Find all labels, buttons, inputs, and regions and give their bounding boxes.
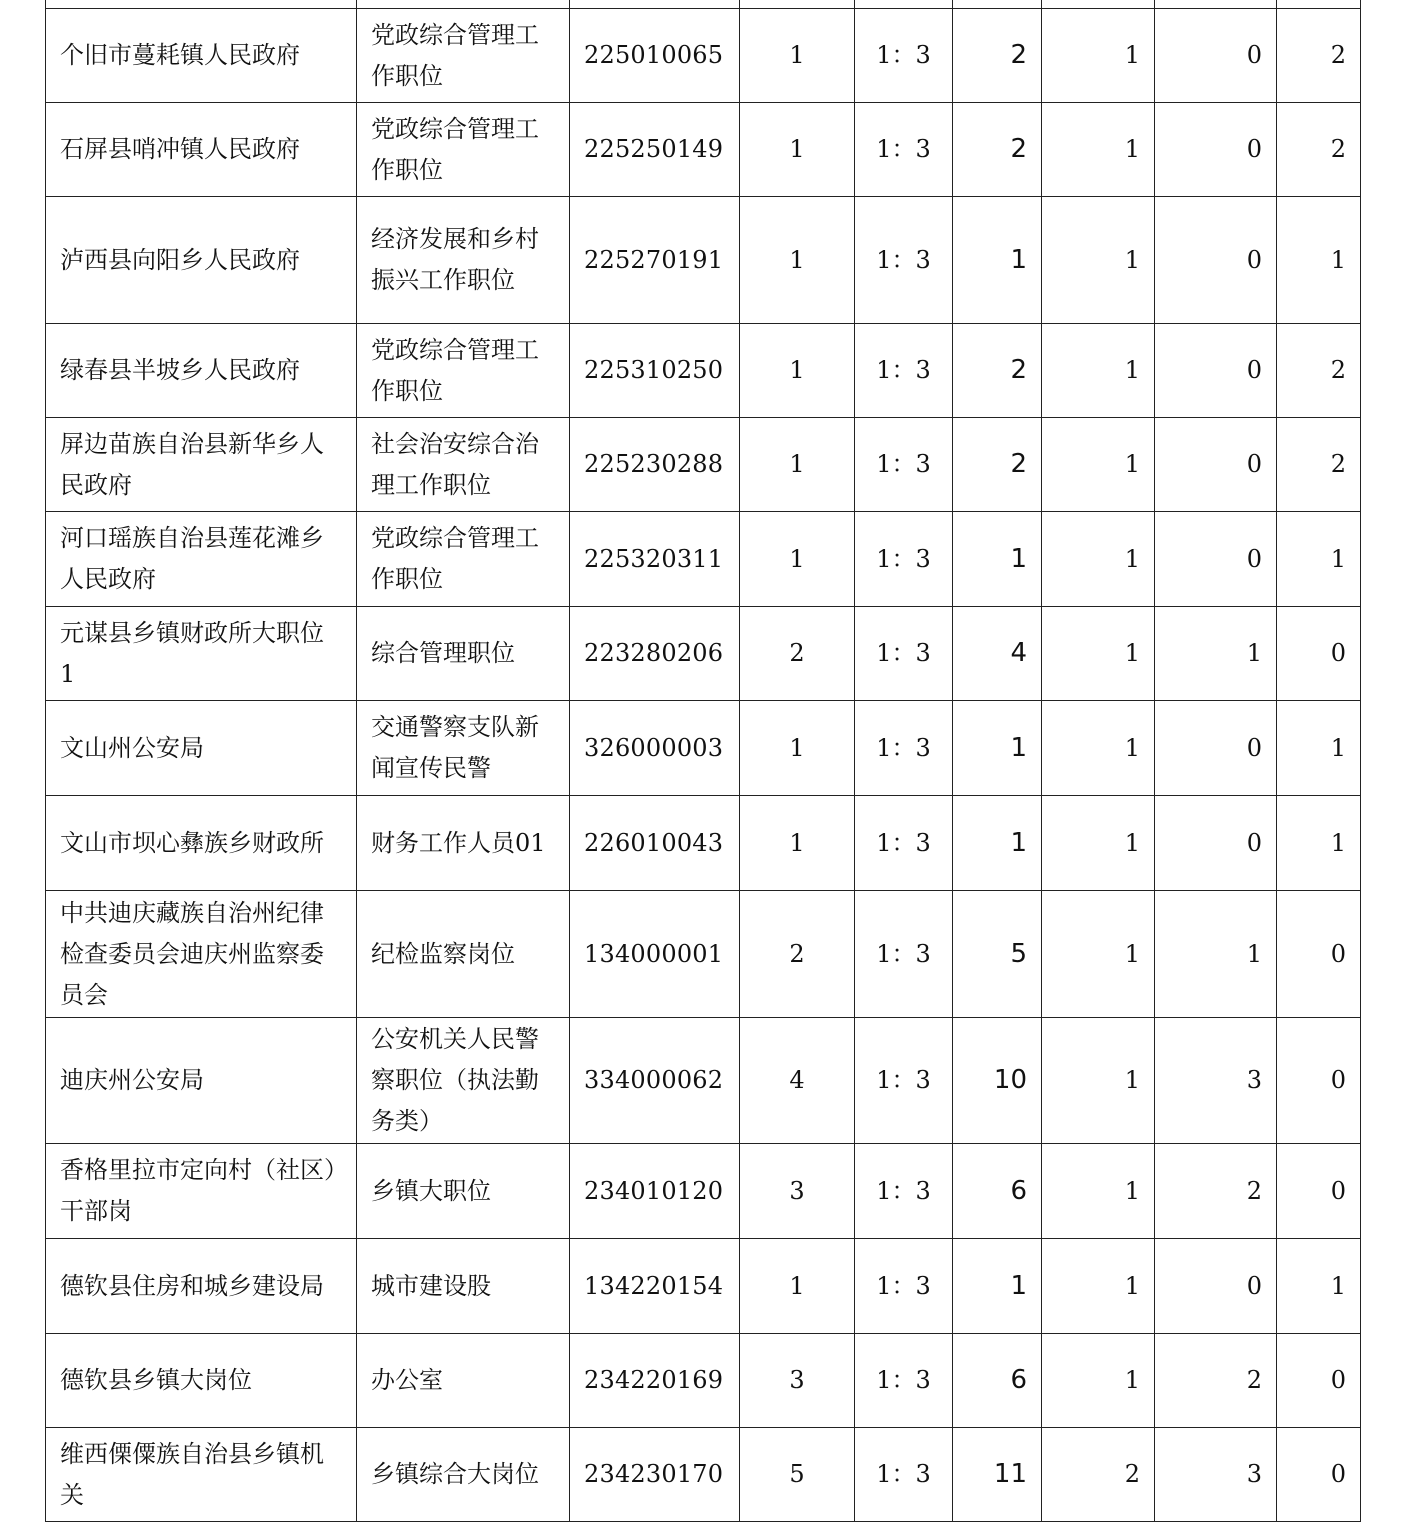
position-cell: 党政综合管理工作职位 <box>357 324 570 418</box>
code-cell: 223280206 <box>570 607 740 701</box>
count-cell-a: 1 <box>1042 197 1155 324</box>
count-cell-a: 1 <box>1042 512 1155 607</box>
dept-cell: 中共迪庆藏族自治州纪律检查委员会迪庆州监察委员会 <box>46 891 357 1018</box>
count-cell-b: 0 <box>1155 103 1277 197</box>
count-cell-a: 1 <box>1042 1018 1155 1144</box>
plan-count-cell: 1 <box>740 701 855 796</box>
qualified-count-cell: 6 <box>953 1144 1042 1239</box>
table-row <box>46 418 1361 512</box>
plan-count-cell: 2 <box>740 607 855 701</box>
code-cell: 225320311 <box>570 512 740 607</box>
table-row <box>46 701 1361 796</box>
recruitment-table-wrapper <box>45 0 1361 1522</box>
plan-count-cell: 1 <box>740 418 855 512</box>
table-row <box>46 324 1361 418</box>
table-row <box>46 1239 1361 1334</box>
dept-cell: 元谋县乡镇财政所大职位 1 <box>46 607 357 701</box>
dept-cell: 个旧市蔓耗镇人民政府 <box>46 9 357 103</box>
dept-cell: 泸西县向阳乡人民政府 <box>46 197 357 324</box>
position-cell: 交通警察支队新闻宣传民警 <box>357 701 570 796</box>
table-row <box>46 512 1361 607</box>
dept-cell: 河口瑶族自治县莲花滩乡人民政府 <box>46 512 357 607</box>
table-row <box>46 796 1361 891</box>
count-cell-c: 1 <box>1277 1239 1361 1334</box>
table-row <box>46 1018 1361 1144</box>
ratio-cell: 1：3 <box>855 1428 953 1522</box>
count-cell-c: 0 <box>1277 1428 1361 1522</box>
ratio-cell: 1：3 <box>855 512 953 607</box>
ratio-cell: 1：3 <box>855 9 953 103</box>
code-cell: 225250149 <box>570 103 740 197</box>
count-cell-c: 0 <box>1277 1334 1361 1428</box>
count-cell-a: 1 <box>1042 1144 1155 1239</box>
count-cell-b: 2 <box>1155 1144 1277 1239</box>
table-row-top-edge <box>46 0 1361 9</box>
count-cell-b: 1 <box>1155 607 1277 701</box>
table-row <box>46 891 1361 1018</box>
plan-count-cell: 1 <box>740 512 855 607</box>
dept-cell: 德钦县住房和城乡建设局 <box>46 1239 357 1334</box>
count-cell-c: 2 <box>1277 103 1361 197</box>
table-row <box>46 1334 1361 1428</box>
table-cell <box>46 0 357 9</box>
position-cell: 乡镇大职位 <box>357 1144 570 1239</box>
ratio-cell: 1：3 <box>855 1018 953 1144</box>
position-cell: 公安机关人民警察职位（执法勤务类） <box>357 1018 570 1144</box>
position-cell: 城市建设股 <box>357 1239 570 1334</box>
count-cell-c: 0 <box>1277 891 1361 1018</box>
qualified-count-cell: 1 <box>953 796 1042 891</box>
qualified-count-cell: 1 <box>953 1239 1042 1334</box>
code-cell: 234220169 <box>570 1334 740 1428</box>
qualified-count-cell: 4 <box>953 607 1042 701</box>
count-cell-c: 1 <box>1277 197 1361 324</box>
ratio-cell: 1：3 <box>855 1334 953 1428</box>
count-cell-c: 0 <box>1277 1018 1361 1144</box>
plan-count-cell: 5 <box>740 1428 855 1522</box>
count-cell-b: 0 <box>1155 9 1277 103</box>
dept-cell: 维西傈僳族自治县乡镇机关 <box>46 1428 357 1522</box>
plan-count-cell: 1 <box>740 197 855 324</box>
count-cell-a: 1 <box>1042 1334 1155 1428</box>
count-cell-a: 1 <box>1042 1239 1155 1334</box>
dept-cell: 文山州公安局 <box>46 701 357 796</box>
plan-count-cell: 2 <box>740 891 855 1018</box>
count-cell-c: 0 <box>1277 1144 1361 1239</box>
ratio-cell: 1：3 <box>855 103 953 197</box>
count-cell-a: 1 <box>1042 701 1155 796</box>
code-cell: 226010043 <box>570 796 740 891</box>
count-cell-b: 0 <box>1155 1239 1277 1334</box>
dept-cell: 屏边苗族自治县新华乡人民政府 <box>46 418 357 512</box>
table-cell <box>740 0 855 9</box>
table-row <box>46 1428 1361 1522</box>
count-cell-c: 2 <box>1277 418 1361 512</box>
qualified-count-cell: 10 <box>953 1018 1042 1144</box>
count-cell-b: 0 <box>1155 324 1277 418</box>
qualified-count-cell: 2 <box>953 324 1042 418</box>
count-cell-a: 1 <box>1042 891 1155 1018</box>
table-cell <box>855 0 953 9</box>
table-row <box>46 197 1361 324</box>
qualified-count-cell: 11 <box>953 1428 1042 1522</box>
table-row <box>46 1144 1361 1239</box>
plan-count-cell: 3 <box>740 1334 855 1428</box>
qualified-count-cell: 1 <box>953 701 1042 796</box>
position-cell: 党政综合管理工作职位 <box>357 9 570 103</box>
qualified-count-cell: 2 <box>953 103 1042 197</box>
table-cell <box>953 0 1042 9</box>
qualified-count-cell: 1 <box>953 197 1042 324</box>
table-cell <box>357 0 570 9</box>
count-cell-a: 1 <box>1042 607 1155 701</box>
qualified-count-cell: 5 <box>953 891 1042 1018</box>
plan-count-cell: 1 <box>740 796 855 891</box>
table-cell <box>1277 0 1361 9</box>
code-cell: 225010065 <box>570 9 740 103</box>
count-cell-a: 1 <box>1042 103 1155 197</box>
ratio-cell: 1：3 <box>855 796 953 891</box>
ratio-cell: 1：3 <box>855 197 953 324</box>
position-cell: 财务工作人员01 <box>357 796 570 891</box>
plan-count-cell: 3 <box>740 1144 855 1239</box>
count-cell-b: 0 <box>1155 796 1277 891</box>
ratio-cell: 1：3 <box>855 891 953 1018</box>
position-cell: 党政综合管理工作职位 <box>357 512 570 607</box>
ratio-cell: 1：3 <box>855 418 953 512</box>
plan-count-cell: 4 <box>740 1018 855 1144</box>
position-cell: 办公室 <box>357 1334 570 1428</box>
count-cell-b: 0 <box>1155 701 1277 796</box>
ratio-cell: 1：3 <box>855 1144 953 1239</box>
count-cell-a: 1 <box>1042 324 1155 418</box>
plan-count-cell: 1 <box>740 103 855 197</box>
count-cell-c: 1 <box>1277 796 1361 891</box>
dept-cell: 绿春县半坡乡人民政府 <box>46 324 357 418</box>
count-cell-a: 1 <box>1042 796 1155 891</box>
count-cell-b: 0 <box>1155 197 1277 324</box>
count-cell-c: 2 <box>1277 9 1361 103</box>
recruitment-table <box>45 0 1361 1522</box>
count-cell-c: 1 <box>1277 701 1361 796</box>
position-cell: 乡镇综合大岗位 <box>357 1428 570 1522</box>
code-cell: 225310250 <box>570 324 740 418</box>
count-cell-b: 1 <box>1155 891 1277 1018</box>
count-cell-c: 1 <box>1277 512 1361 607</box>
count-cell-b: 0 <box>1155 512 1277 607</box>
code-cell: 134220154 <box>570 1239 740 1334</box>
qualified-count-cell: 6 <box>953 1334 1042 1428</box>
table-body <box>46 0 1361 1522</box>
count-cell-c: 0 <box>1277 607 1361 701</box>
count-cell-a: 1 <box>1042 9 1155 103</box>
dept-cell: 文山市坝心彝族乡财政所 <box>46 796 357 891</box>
code-cell: 225270191 <box>570 197 740 324</box>
position-cell: 经济发展和乡村振兴工作职位 <box>357 197 570 324</box>
table-row <box>46 607 1361 701</box>
plan-count-cell: 1 <box>740 324 855 418</box>
position-cell: 党政综合管理工作职位 <box>357 103 570 197</box>
ratio-cell: 1：3 <box>855 324 953 418</box>
code-cell: 334000062 <box>570 1018 740 1144</box>
count-cell-b: 3 <box>1155 1018 1277 1144</box>
code-cell: 234230170 <box>570 1428 740 1522</box>
code-cell: 134000001 <box>570 891 740 1018</box>
count-cell-b: 0 <box>1155 418 1277 512</box>
code-cell: 234010120 <box>570 1144 740 1239</box>
dept-cell: 德钦县乡镇大岗位 <box>46 1334 357 1428</box>
table-cell <box>1155 0 1277 9</box>
count-cell-a: 1 <box>1042 418 1155 512</box>
dept-cell: 迪庆州公安局 <box>46 1018 357 1144</box>
ratio-cell: 1：3 <box>855 607 953 701</box>
position-cell: 纪检监察岗位 <box>357 891 570 1018</box>
plan-count-cell: 1 <box>740 1239 855 1334</box>
ratio-cell: 1：3 <box>855 1239 953 1334</box>
code-cell: 225230288 <box>570 418 740 512</box>
ratio-cell: 1：3 <box>855 701 953 796</box>
plan-count-cell: 1 <box>740 9 855 103</box>
dept-cell: 香格里拉市定向村（社区）干部岗 <box>46 1144 357 1239</box>
count-cell-b: 3 <box>1155 1428 1277 1522</box>
count-cell-c: 2 <box>1277 324 1361 418</box>
table-cell <box>570 0 740 9</box>
count-cell-a: 2 <box>1042 1428 1155 1522</box>
code-cell: 326000003 <box>570 701 740 796</box>
table-cell <box>1042 0 1155 9</box>
qualified-count-cell: 2 <box>953 9 1042 103</box>
qualified-count-cell: 2 <box>953 418 1042 512</box>
dept-cell: 石屏县哨冲镇人民政府 <box>46 103 357 197</box>
count-cell-b: 2 <box>1155 1334 1277 1428</box>
position-cell: 综合管理职位 <box>357 607 570 701</box>
position-cell: 社会治安综合治理工作职位 <box>357 418 570 512</box>
table-row <box>46 103 1361 197</box>
qualified-count-cell: 1 <box>953 512 1042 607</box>
table-row <box>46 9 1361 103</box>
